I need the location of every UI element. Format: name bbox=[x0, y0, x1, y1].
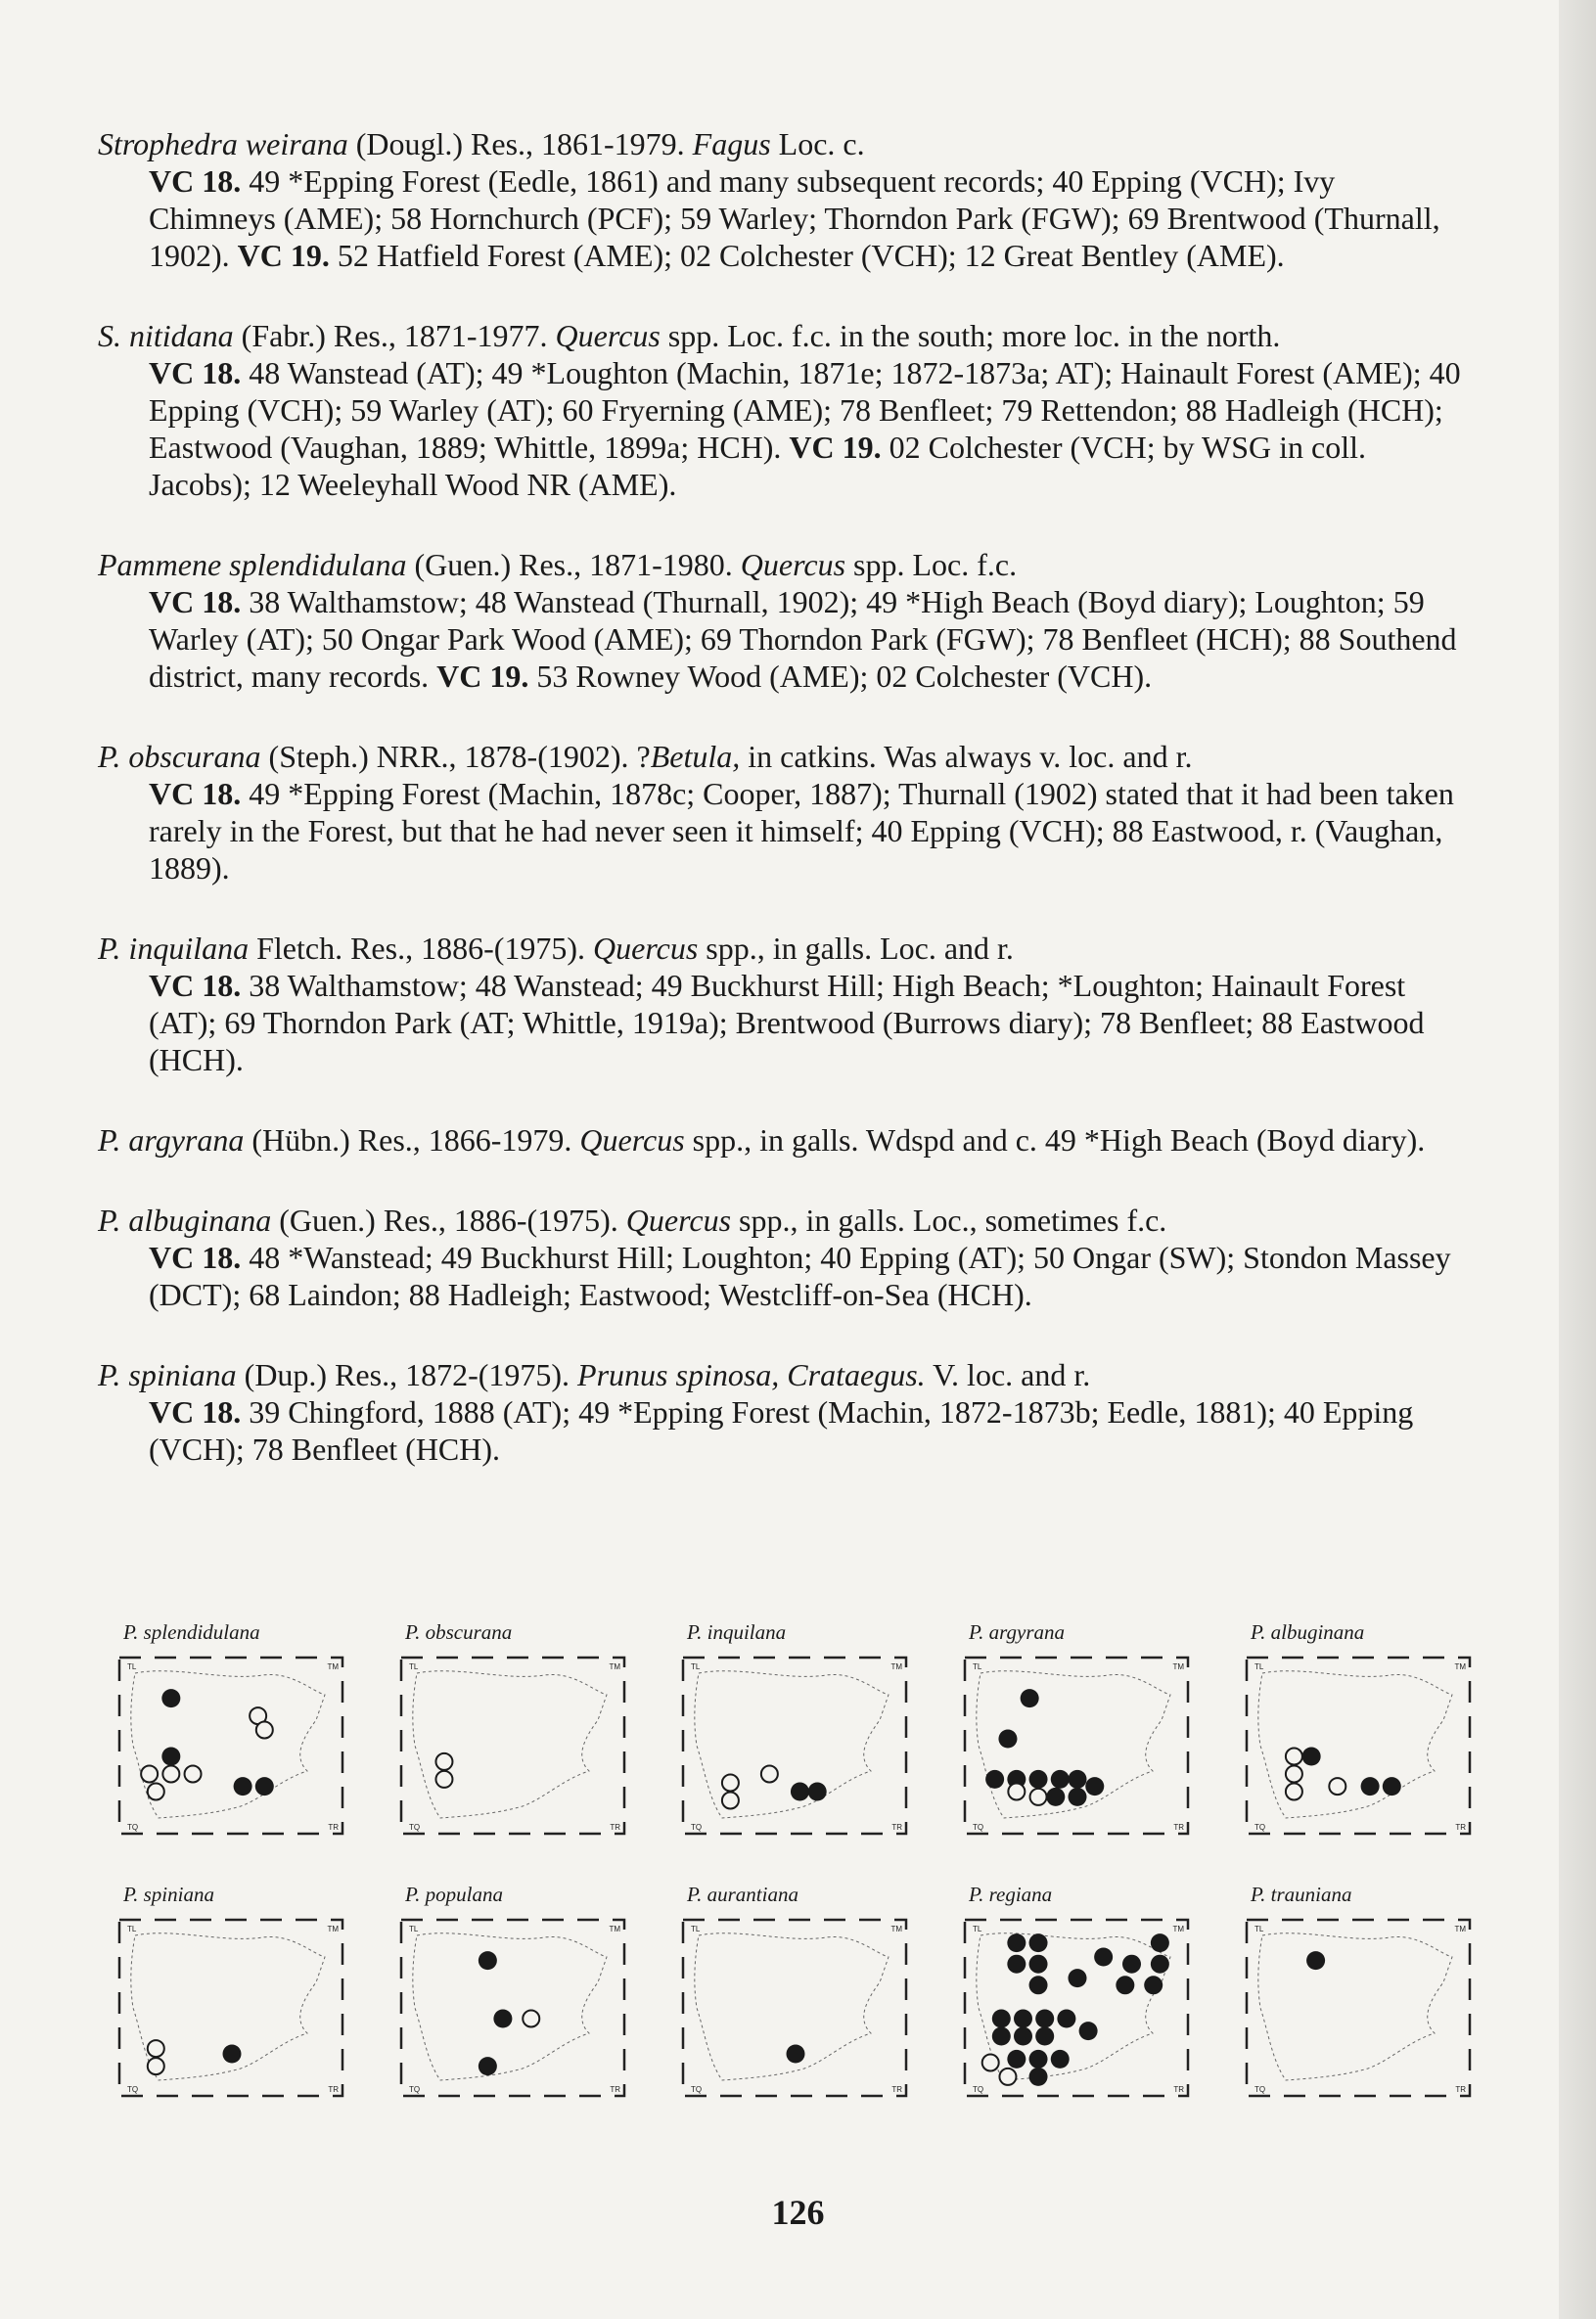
grid-corner-label: TQ bbox=[409, 1823, 421, 1832]
species-records bbox=[98, 354, 1468, 503]
grid-corner-label: TM bbox=[327, 1662, 339, 1671]
record-dot-post1960 bbox=[1021, 1689, 1039, 1707]
record-dot-post1960 bbox=[1094, 1948, 1113, 1967]
grid-corner-label: TR bbox=[1173, 1823, 1184, 1832]
grid-corner-label: TR bbox=[891, 1823, 902, 1832]
record-dot-post1960 bbox=[1122, 1955, 1141, 1974]
record-circle-pre1960 bbox=[722, 1775, 739, 1792]
distribution-map bbox=[397, 1883, 642, 2137]
species-status: spp., in galls. Wdspd and c. 49 *High Beach (Boyd diary). bbox=[684, 1122, 1426, 1158]
species-status: spp. Loc. f.c. bbox=[845, 547, 1018, 582]
foodplant: Fagus bbox=[692, 126, 771, 161]
record-dot-post1960 bbox=[161, 1689, 180, 1707]
record-dot-post1960 bbox=[1029, 1770, 1048, 1789]
record-dot-post1960 bbox=[791, 1783, 809, 1801]
distribution-map bbox=[115, 1883, 360, 2137]
record-circle-pre1960 bbox=[1008, 1784, 1025, 1800]
vice-county: VC 18. bbox=[149, 1240, 242, 1275]
grid-corner-label: TL bbox=[409, 1662, 419, 1671]
species-heading bbox=[98, 125, 1468, 162]
foodplant: Quercus bbox=[593, 931, 699, 966]
species-entry bbox=[98, 1202, 1468, 1313]
record-dot-post1960 bbox=[1029, 2068, 1048, 2086]
species-status: V. loc. and r. bbox=[925, 1357, 1091, 1392]
record-dot-post1960 bbox=[1007, 1955, 1026, 1974]
species-records bbox=[98, 583, 1468, 695]
vice-county: VC 18. bbox=[149, 776, 242, 811]
county-outline bbox=[977, 1933, 1170, 2080]
species-status: in catkins. Was always v. loc. and r. bbox=[740, 739, 1193, 774]
distribution-map bbox=[961, 1883, 1206, 2137]
record-dot-post1960 bbox=[1007, 1933, 1026, 1952]
record-dot-post1960 bbox=[1079, 2022, 1098, 2040]
grid-corner-label: TL bbox=[127, 1662, 137, 1671]
species-entry bbox=[98, 317, 1468, 503]
map-title: P. splendidulana bbox=[123, 1620, 260, 1644]
map-figure bbox=[679, 1914, 912, 2106]
record-dot-post1960 bbox=[1029, 1976, 1048, 1994]
record-dot-post1960 bbox=[1046, 1788, 1065, 1806]
record-circle-pre1960 bbox=[141, 1766, 158, 1783]
species-heading bbox=[98, 1121, 1468, 1159]
record-text: 49 *Epping Forest (Eedle, 1861) and many subsequent records; 40 Epping (VCH); Ivy Chimneys (AME); 58 Hornchurch (PCF); 59 Warley; Thorndon Park (FGW); 69 Brentwood (Thurnall, 1902). bbox=[149, 163, 1440, 273]
species-name: Strophedra weirana bbox=[98, 126, 348, 161]
county-outline bbox=[1258, 1933, 1452, 2080]
grid-corner-label: TQ bbox=[973, 2085, 984, 2094]
map-figure bbox=[115, 1652, 348, 1843]
grid-corner-label: TR bbox=[891, 2085, 902, 2094]
species-heading bbox=[98, 546, 1468, 583]
foodplant: Betula, bbox=[650, 739, 741, 774]
species-authority: (Fabr.) Res., 1871-1977. bbox=[233, 318, 556, 353]
record-dot-post1960 bbox=[1069, 1969, 1087, 1987]
record-dot-post1960 bbox=[1014, 2010, 1032, 2028]
map-title: P. obscurana bbox=[405, 1620, 513, 1644]
record-dot-post1960 bbox=[992, 2027, 1011, 2046]
grid-corner-label: TM bbox=[890, 1925, 902, 1933]
record-circle-pre1960 bbox=[523, 2011, 539, 2027]
species-entry bbox=[98, 546, 1468, 695]
vice-county: VC 18. bbox=[149, 355, 242, 390]
record-circle-pre1960 bbox=[256, 1722, 273, 1739]
distribution-map bbox=[679, 1883, 924, 2137]
grid-corner-label: TR bbox=[328, 1823, 339, 1832]
vice-county: VC 19. bbox=[237, 238, 330, 273]
record-circle-pre1960 bbox=[435, 1771, 452, 1788]
species-authority: (Guen.) Res., 1871-1980. bbox=[406, 547, 741, 582]
county-outline bbox=[413, 1933, 607, 2080]
distribution-map bbox=[1243, 1620, 1487, 1875]
map-title: P. argyrana bbox=[969, 1620, 1066, 1644]
record-text: 48 *Wanstead; 49 Buckhurst Hill; Loughton; 40 Epping (AT); 50 Ongar (SW); Stondon Massey (DCT); 68 Laindon; 88 Hadleigh; Eastwood; Westcliff-on-Sea (HCH). bbox=[149, 1240, 1451, 1312]
vice-county: VC 19. bbox=[436, 659, 529, 694]
map-figure bbox=[397, 1652, 630, 1843]
species-name: P. spiniana bbox=[98, 1357, 237, 1392]
record-circle-pre1960 bbox=[148, 2058, 164, 2074]
record-dot-post1960 bbox=[1014, 2027, 1032, 2046]
species-name: P. argyrana bbox=[98, 1122, 245, 1158]
species-status: spp., in galls. Loc., sometimes f.c. bbox=[731, 1203, 1167, 1238]
record-dot-post1960 bbox=[234, 1777, 252, 1796]
grid-corner-label: TR bbox=[1455, 2085, 1466, 2094]
grid-corner-label: TR bbox=[610, 1823, 620, 1832]
record-text: 49 *Epping Forest (Machin, 1878c; Cooper, 1887); Thurnall (1902) stated that it had been taken rarely in the Forest, but that he had never seen it himself; 40 Epping (VCH); 88 Eastwood, r. (Vaughan, 1889). bbox=[149, 776, 1454, 886]
grid-corner-label: TL bbox=[409, 1925, 419, 1933]
grid-corner-label: TL bbox=[1254, 1662, 1264, 1671]
distribution-map bbox=[397, 1620, 642, 1875]
record-circle-pre1960 bbox=[761, 1766, 778, 1783]
vice-county: VC 18. bbox=[149, 968, 242, 1003]
record-circle-pre1960 bbox=[1286, 1766, 1302, 1783]
distribution-map bbox=[1243, 1883, 1487, 2137]
record-dot-post1960 bbox=[1151, 1933, 1169, 1952]
record-dot-post1960 bbox=[1069, 1770, 1087, 1789]
record-dot-post1960 bbox=[1085, 1777, 1104, 1796]
grid-corner-label: TL bbox=[127, 1925, 137, 1933]
map-figure bbox=[115, 1914, 348, 2106]
species-status: spp. Loc. f.c. in the south; more loc. in the north. bbox=[660, 318, 1281, 353]
grid-corner-label: TQ bbox=[691, 1823, 703, 1832]
record-dot-post1960 bbox=[1151, 1955, 1169, 1974]
record-circle-pre1960 bbox=[148, 1784, 164, 1800]
record-dot-post1960 bbox=[1035, 2010, 1054, 2028]
grid-corner-label: TM bbox=[1172, 1662, 1184, 1671]
grid-corner-label: TR bbox=[1455, 1823, 1466, 1832]
record-dot-post1960 bbox=[1051, 1770, 1070, 1789]
species-records bbox=[98, 162, 1468, 274]
record-dot-post1960 bbox=[1029, 1933, 1048, 1952]
grid-corner-label: TL bbox=[973, 1925, 982, 1933]
record-dot-post1960 bbox=[161, 1748, 180, 1766]
map-title: P. trauniana bbox=[1251, 1883, 1352, 1906]
species-name: P. albuginana bbox=[98, 1203, 272, 1238]
vice-county: VC 18. bbox=[149, 163, 242, 199]
record-dot-post1960 bbox=[223, 2045, 242, 2064]
species-records bbox=[98, 967, 1468, 1078]
species-records bbox=[98, 1393, 1468, 1468]
grid-corner-label: TQ bbox=[1254, 1823, 1266, 1832]
record-dot-post1960 bbox=[1007, 2050, 1026, 2069]
grid-corner-label: TQ bbox=[409, 2085, 421, 2094]
foodplant: Quercus bbox=[579, 1122, 685, 1158]
species-entry bbox=[98, 1356, 1468, 1468]
species-text bbox=[98, 125, 1468, 1511]
species-entry bbox=[98, 125, 1468, 274]
grid-corner-label: TM bbox=[1454, 1662, 1466, 1671]
grid-corner-label: TL bbox=[691, 1925, 701, 1933]
record-dot-post1960 bbox=[1029, 2050, 1048, 2069]
grid-corner-label: TM bbox=[327, 1925, 339, 1933]
species-authority: (Dup.) Res., 1872-(1975). bbox=[236, 1357, 578, 1392]
species-records bbox=[98, 775, 1468, 887]
grid-corner-label: TQ bbox=[691, 2085, 703, 2094]
page-number: 126 bbox=[771, 2193, 825, 2232]
record-dot-post1960 bbox=[992, 2010, 1011, 2028]
species-status: spp., in galls. Loc. and r. bbox=[698, 931, 1014, 966]
record-dot-post1960 bbox=[255, 1777, 274, 1796]
species-authority: (Hübn.) Res., 1866-1979. bbox=[244, 1122, 580, 1158]
record-text: 39 Chingford, 1888 (AT); 49 *Epping Forest (Machin, 1872-1873b; Eedle, 1881); 40 Epping (VCH); 78 Benfleet (HCH). bbox=[149, 1394, 1414, 1467]
map-title: P. populana bbox=[405, 1883, 503, 1906]
species-entry bbox=[98, 930, 1468, 1078]
species-status: Loc. c. bbox=[770, 126, 865, 161]
record-circle-pre1960 bbox=[722, 1793, 739, 1809]
record-dot-post1960 bbox=[479, 2057, 497, 2075]
record-text: 38 Walthamstow; 48 Wanstead (Thurnall, 1902); 49 *High Beach (Boyd diary); Loughton; 59 Warley (AT); 50 Ongar Park Wood (AME); 69 Thorndon Park (FGW); 78 Benfleet (HCH); 88 Southend district, many records. bbox=[149, 584, 1457, 694]
grid-corner-label: TM bbox=[609, 1662, 620, 1671]
map-figure bbox=[961, 1914, 1194, 2106]
record-dot-post1960 bbox=[985, 1770, 1004, 1789]
record-dot-post1960 bbox=[998, 1730, 1017, 1749]
map-title: P. aurantiana bbox=[687, 1883, 798, 1906]
grid-corner-label: TM bbox=[890, 1662, 902, 1671]
record-circle-pre1960 bbox=[1329, 1778, 1345, 1795]
map-title: P. albuginana bbox=[1251, 1620, 1365, 1644]
record-circle-pre1960 bbox=[435, 1753, 452, 1770]
species-authority: Fletch. Res., 1886-(1975). bbox=[249, 931, 594, 966]
record-text: 38 Walthamstow; 48 Wanstead; 49 Buckhurst Hill; High Beach; *Loughton; Hainault Forest (AT); 69 Thorndon Park (AT; Whittle, 1919a); Brentwood (Burrows diary); 78 Benfleet; 88 Eastwood (HCH). bbox=[149, 968, 1425, 1077]
record-dot-post1960 bbox=[808, 1783, 827, 1801]
distribution-map bbox=[679, 1620, 924, 1875]
grid-corner-label: TQ bbox=[973, 1823, 984, 1832]
species-heading bbox=[98, 930, 1468, 967]
species-name: P. inquilana bbox=[98, 931, 250, 966]
species-authority: (Dougl.) Res., 1861-1979. bbox=[347, 126, 693, 161]
grid-corner-label: TR bbox=[610, 2085, 620, 2094]
foodplant: Prunus spinosa, Crataegus. bbox=[577, 1357, 926, 1392]
record-dot-post1960 bbox=[1029, 1955, 1048, 1974]
record-dot-post1960 bbox=[1057, 2010, 1075, 2028]
map-title: P. inquilana bbox=[687, 1620, 787, 1644]
map-figure bbox=[1243, 1914, 1476, 2106]
map-figure bbox=[961, 1652, 1194, 1843]
foodplant: Quercus bbox=[740, 547, 846, 582]
record-text: 48 Wanstead (AT); 49 *Loughton (Machin, 1871e; 1872-1873a; AT); Hainault Forest (AME); 40 Epping (VCH); 59 Warley (AT); 60 Fryerning (AME); 78 Benfleet; 79 Rettendon; 88 Hadleigh (HCH); Eastwood (Vaughan, 1889; Whittle, 1899a; HCH). bbox=[149, 355, 1461, 465]
record-circle-pre1960 bbox=[982, 2055, 999, 2071]
species-name: S. nitidana bbox=[98, 318, 234, 353]
county-outline bbox=[413, 1671, 607, 1818]
record-circle-pre1960 bbox=[1286, 1749, 1302, 1765]
species-heading bbox=[98, 738, 1468, 775]
record-circle-pre1960 bbox=[1286, 1784, 1302, 1800]
map-figure bbox=[397, 1914, 630, 2106]
record-text: 53 Rowney Wood (AME); 02 Colchester (VCH). bbox=[528, 659, 1153, 694]
distribution-map bbox=[961, 1620, 1206, 1875]
map-figure bbox=[1243, 1652, 1476, 1843]
map-figure bbox=[679, 1652, 912, 1843]
species-heading bbox=[98, 1356, 1468, 1393]
grid-corner-label: TR bbox=[328, 2085, 339, 2094]
map-title: P. spiniana bbox=[123, 1883, 214, 1906]
vice-county: VC 18. bbox=[149, 1394, 242, 1430]
species-entry bbox=[98, 738, 1468, 887]
record-circle-pre1960 bbox=[1030, 1789, 1047, 1805]
record-circle-pre1960 bbox=[185, 1766, 202, 1783]
grid-corner-label: TL bbox=[1254, 1925, 1264, 1933]
grid-corner-label: TM bbox=[609, 1925, 620, 1933]
record-circle-pre1960 bbox=[148, 2040, 164, 2057]
species-authority: (Guen.) Res., 1886-(1975). bbox=[271, 1203, 626, 1238]
species-entry bbox=[98, 1121, 1468, 1159]
record-dot-post1960 bbox=[1116, 1976, 1134, 1994]
record-dot-post1960 bbox=[1144, 1976, 1163, 1994]
record-text: 52 Hatfield Forest (AME); 02 Colchester (VCH); 12 Great Bentley (AME). bbox=[329, 238, 1285, 273]
map-title: P. regiana bbox=[969, 1883, 1053, 1906]
record-dot-post1960 bbox=[787, 2045, 805, 2064]
record-dot-post1960 bbox=[1051, 2050, 1070, 2069]
record-circle-pre1960 bbox=[162, 1766, 179, 1783]
record-dot-post1960 bbox=[479, 1951, 497, 1970]
grid-corner-label: TQ bbox=[1254, 2085, 1266, 2094]
species-name: P. obscurana bbox=[98, 739, 261, 774]
grid-corner-label: TL bbox=[691, 1662, 701, 1671]
record-dot-post1960 bbox=[1302, 1748, 1321, 1766]
species-heading bbox=[98, 317, 1468, 354]
distribution-map bbox=[115, 1620, 360, 1875]
foodplant: Quercus bbox=[625, 1203, 732, 1238]
record-dot-post1960 bbox=[1361, 1777, 1380, 1796]
record-dot-post1960 bbox=[1306, 1951, 1325, 1970]
species-authority: (Steph.) NRR., 1878-(1902). ? bbox=[260, 739, 651, 774]
species-records bbox=[98, 1239, 1468, 1313]
vice-county: VC 19. bbox=[789, 430, 882, 465]
page-edge bbox=[1559, 0, 1596, 2319]
foodplant: Quercus bbox=[555, 318, 661, 353]
species-heading bbox=[98, 1202, 1468, 1239]
record-dot-post1960 bbox=[1383, 1777, 1401, 1796]
record-text: 02 Colchester (VCH; by WSG in coll. Jacobs); 12 Weeleyhall Wood NR (AME). bbox=[149, 430, 1366, 502]
grid-corner-label: TQ bbox=[127, 1823, 139, 1832]
grid-corner-label: TM bbox=[1454, 1925, 1466, 1933]
grid-corner-label: TR bbox=[1173, 2085, 1184, 2094]
record-circle-pre1960 bbox=[999, 2069, 1016, 2085]
vice-county: VC 18. bbox=[149, 584, 242, 619]
species-name: Pammene splendidulana bbox=[98, 547, 407, 582]
grid-corner-label: TM bbox=[1172, 1925, 1184, 1933]
record-dot-post1960 bbox=[493, 2010, 512, 2028]
record-dot-post1960 bbox=[1035, 2027, 1054, 2046]
grid-corner-label: TQ bbox=[127, 2085, 139, 2094]
record-dot-post1960 bbox=[1069, 1788, 1087, 1806]
grid-corner-label: TL bbox=[973, 1662, 982, 1671]
